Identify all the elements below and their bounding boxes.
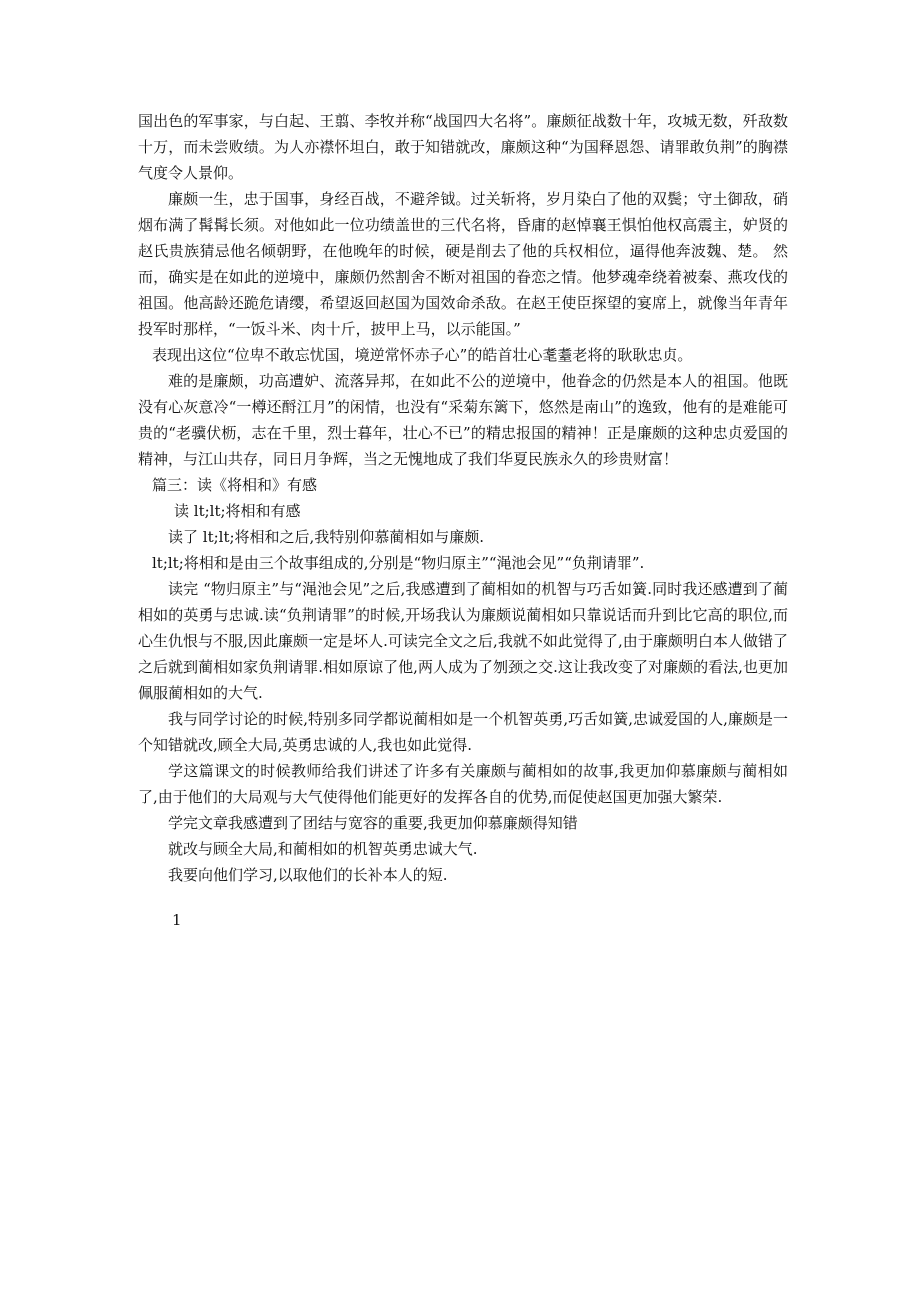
paragraph-lesson: 学这篇课文的时候教师给我们讲述了许多有关廉颇与蔺相如的故事,我更加仰慕廉颇与蔺相如了,由于他们的大局观与大气使得他们能更好的发挥各自的优势,而促使赵国更加强大繁荣. [138, 762, 788, 806]
essay-title: 读 lt;lt;将相和有感 [174, 502, 301, 520]
paragraph-unity: 学完文章我感遭到了团结与宽容的重要,我更加仰慕廉颇得知错 [168, 814, 578, 832]
paragraph-loyalty: 表现出这位“位卑不敢忘忧国，境逆常怀赤子心”的皓首壮心耄耋老将的耿耿忠贞。 [152, 346, 693, 364]
paragraph-conclusion: 我要向他们学习,以取他们的长补本人的短. [168, 866, 448, 884]
section-heading: 篇三：读《将相和》有感 [152, 476, 318, 494]
page-number: 1 [172, 911, 182, 929]
paragraph-patriotism: 难的是廉颇，功高遭妒、流落异邦，在如此不公的逆境中，他眷念的仍然是本人的祖国。他既没有心灰意冷“一樽还酹江月”的闲情，也没有“采菊东篱下，悠然是南山”的逸致，他有的是难能可贵的“老骥伏枥，志在千里，烈士暮年，壮心不已”的精忠报国的精神！正是廉颇的这种忠贞爱国的精神，与江山共存，同日月争辉，当之无愧地成了我们华夏民族永久的珍贵财富！ [138, 372, 788, 468]
paragraph-three-stories: lt;lt;将相和是由三个故事组成的,分别是“物归原主”“渑池会见”“负荆请罪”. [152, 554, 645, 572]
paragraph-opening: 读了 lt;lt;将相和之后,我特别仰慕蔺相如与廉颇. [168, 528, 485, 546]
paragraph-reading: 读完 “物归原主”与“渑池会见”之后,我感遭到了蔺相如的机智与巧舌如簧.同时我还感遭到了蔺相如的英勇与忠诚.读“负荆请罪”的时候,开场我认为廉颇说蔺相如只靠说话而升到比它高的职位,而心生仇恨与不服,因此廉颇一定是坏人.可读完全文之后,我就不如此觉得了,由于廉颇明白本人做错了之后就到蔺相如家负荆请罪.相如原谅了他,两人成为了刎颈之交.这让我改变了对廉颇的看法,也更加佩服蔺相如的大气. [138, 580, 788, 702]
paragraph-unity-cont: 就改与顾全大局,和蔺相如的机智英勇忠诚大气. [168, 840, 478, 858]
document-body [138, 108, 788, 888]
paragraph-lianpo-intro: 国出色的军事家，与白起、王翦、李牧并称“战国四大名将”。廉颇征战数十年，攻城无数，歼敌数十万，而未尝败绩。为人亦襟怀坦白，敢于知错就改，廉颇这种“为国释恩怨、请罪敢负荆”的胸襟气度令人景仰。 [138, 112, 788, 182]
paragraph-discussion: 我与同学讨论的时候,特别多同学都说蔺相如是一个机智英勇,巧舌如簧,忠诚爱国的人,廉颇是一个知错就改,顾全大局,英勇忠诚的人,我也如此觉得. [138, 710, 788, 754]
paragraph-lianpo-life: 廉颇一生，忠于国事，身经百战，不避斧钺。过关斩将，岁月染白了他的双鬓；守土御敌，硝烟布满了髯髯长须。对他如此一位功绩盖世的三代名将，昏庸的赵悼襄王惧怕他权高震主，妒贤的赵氏贵族猜忌他名倾朝野，在他晚年的时候，硬是削去了他的兵权相位，逼得他奔波魏、楚。 然而，确实是在如此的逆境中，廉颇仍然割舍不断对祖国的眷恋之情。他梦魂牵绕着被秦、燕攻伐的祖国。他高龄还跪危请缨，希望返回赵国为国效命杀敌。在赵王使臣探望的宴席上，就像当年青年投军时那样，“一饭斗米、肉十斤，披甲上马，以示能国。” [138, 190, 788, 338]
